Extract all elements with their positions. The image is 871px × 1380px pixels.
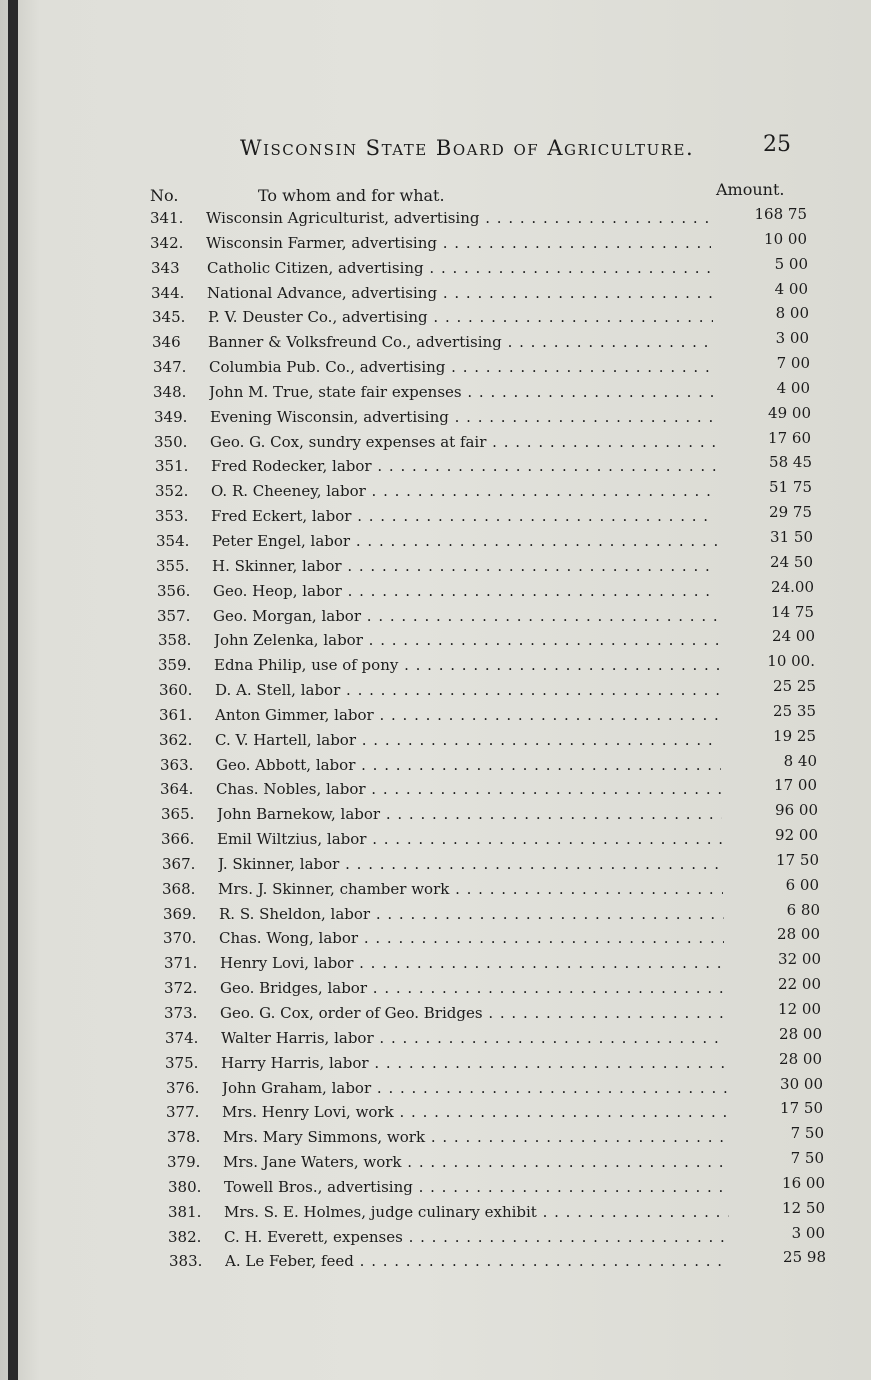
entry-amount: 10 00. [767,652,815,671]
entry-number: 370. [163,929,197,948]
entry-description: Wisconsin Agriculturist, advertising . . . [206,209,711,227]
entry-number: 359. [158,656,192,675]
ledger-row [11,801,871,826]
entry-amount: 25 98 [783,1248,826,1267]
ledger-row [6,553,871,578]
entry-amount: 32 00 [778,950,821,969]
entry-amount: 25 25 [773,677,816,696]
entry-number: 373. [164,1004,198,1022]
entry-number: 358. [158,631,192,650]
entry-description: Chas. Wong, labor . . . [219,929,724,947]
entry-number: 352. [155,482,189,501]
entry-description: Catholic Citizen, advertising . . . [207,259,712,277]
entry-number: 341. [150,209,184,227]
entry-number: 369. [163,904,197,923]
ledger-row [11,826,871,851]
entry-description: Fred Eckert, labor . . . [211,507,716,525]
entry-description: Emil Wiltzius, labor . . . [217,830,722,848]
entry-number: 381. [168,1202,202,1221]
ledger-row [14,1000,871,1025]
entry-amount: 22 00 [778,975,821,994]
entry-amount: 92 00 [775,826,818,845]
column-header-amount: Amount. [716,180,785,199]
entry-description: H. Skinner, labor . . . [212,557,717,575]
ledger-row [0,205,871,230]
entry-amount: 28 00 [777,925,820,944]
entry-amount: 49 00 [768,403,811,422]
entry-number: 380. [168,1177,202,1196]
ledger-entries [0,205,871,1273]
entry-number: 379. [167,1153,201,1172]
entry-amount: 25 35 [773,701,816,720]
entry-amount: 6 80 [786,900,820,919]
entry-amount: 29 75 [769,503,812,522]
entry-number: 375. [165,1053,199,1072]
entry-description: Fred Rodecker, labor . . . [211,457,716,475]
entry-amount: 58 45 [769,453,812,472]
entry-number: 347. [153,358,187,377]
entry-description: J. Skinner, labor . . . [218,855,723,873]
entry-description: Evening Wisconsin, advertising . . . [210,408,715,426]
ledger-row [19,1248,871,1273]
ledger-row [18,1224,871,1249]
ledger-row [18,1199,871,1224]
entry-amount: 7 50 [790,1149,824,1168]
entry-amount: 17 50 [780,1099,823,1118]
entry-description: Mrs. S. E. Holmes, judge culinary exhibit . . . [224,1203,729,1221]
entry-amount: 168 75 [754,205,807,223]
ledger-row [15,1025,871,1050]
entry-amount: 12 50 [782,1198,825,1217]
entry-description: Henry Lovi, labor . . . [220,954,725,972]
entry-amount: 3 00 [775,329,809,348]
entry-number: 383. [169,1252,203,1271]
ledger-row [18,1174,871,1199]
ledger-row [17,1149,871,1174]
ledger-row [15,1050,871,1075]
ledger-row [16,1075,871,1100]
entry-amount: 24.00 [771,577,814,596]
page-number: 25 [763,132,791,157]
entry-amount: 31 50 [770,527,813,546]
entry-description: C. V. Hartell, labor . . . [215,731,720,749]
entry-amount: 28 00 [779,1049,822,1068]
entry-description: Mrs. Henry Lovi, work . . . [222,1103,727,1121]
entry-number: 366. [161,830,195,849]
entry-description: A. Le Feber, feed . . . [225,1252,730,1270]
entry-number: 357. [157,606,191,625]
entry-description: C. H. Everett, expenses . . . [224,1228,729,1246]
entry-number: 354. [156,531,190,550]
ledger-row [0,230,871,255]
entry-number: 371. [164,954,198,973]
column-header-payee: To whom and for what. [258,186,445,205]
entry-amount: 8 00 [775,304,809,323]
entry-amount: 14 75 [771,602,814,621]
entry-description: Mrs. J. Skinner, chamber work . . . [218,880,723,898]
entry-number: 348. [153,382,187,401]
ledger-row [10,752,871,777]
entry-description: Peter Engel, labor . . . [212,532,717,550]
entry-description: Columbia Pub. Co., advertising . . . [209,358,714,376]
entry-number: 368. [162,879,196,898]
entry-number: 343 [151,258,180,277]
entry-number: 367. [162,854,196,873]
entry-number: 349. [154,407,188,426]
entry-amount: 17 00 [774,776,817,795]
ledger-row [7,578,871,603]
entry-description: Anton Gimmer, labor . . . [215,706,720,724]
entry-amount: 16 00 [782,1173,825,1192]
entry-description: Chas. Nobles, labor . . . [216,780,721,798]
ledger-row [3,379,871,404]
entry-amount: 4 00 [776,378,810,397]
entry-amount: 28 00 [779,1024,822,1043]
ledger-row [9,677,871,702]
entry-amount: 6 00 [785,875,819,894]
entry-amount: 24 00 [772,627,815,646]
column-header-no: No. [150,186,179,205]
entry-number: 344. [151,283,185,302]
entry-description: National Advance, advertising . . . [207,284,712,302]
entry-description: John Barnekow, labor . . . [217,805,722,823]
ledger-row [4,404,871,429]
entry-description: Walter Harris, labor . . . [221,1029,726,1047]
entry-number: 362. [159,730,193,749]
entry-description: O. R. Cheeney, labor . . . [211,482,716,500]
entry-number: 353. [155,507,189,526]
ledger-row [17,1124,871,1149]
entry-amount: 5 00 [774,254,808,273]
ledger-row [14,975,871,1000]
entry-number: 345. [152,308,186,327]
ledger-row [9,702,871,727]
ledger-row [5,503,871,528]
ledger-row [1,255,871,280]
entry-description: Banner & Volksfreund Co., advertising . . . [208,333,713,351]
entry-description: Wisconsin Farmer, advertising . . . [206,234,711,252]
entry-amount: 17 60 [768,428,811,447]
entry-description: John M. True, state fair expenses . . . [209,383,714,401]
entry-description: Geo. G. Cox, order of Geo. Bridges . . . [220,1004,725,1022]
entry-number: 363. [160,755,194,774]
ledger-row [1,280,871,305]
ledger-row [7,603,871,628]
ledger-row [12,876,871,901]
ledger-row [13,901,871,926]
entry-description: Harry Harris, labor . . . [221,1054,726,1072]
entry-description: D. A. Stell, labor . . . [215,681,720,699]
entry-number: 361. [159,705,193,724]
column-headers [0,180,871,205]
ledger-row [13,925,871,950]
entry-number: 365. [161,805,195,824]
ledger-row [6,528,871,553]
ledger-row [5,453,871,478]
ledger-row [3,354,871,379]
entry-number: 346 [152,333,181,352]
entry-description: Geo. Abbott, labor . . . [216,756,721,774]
page-header [0,132,871,162]
entry-amount: 7 00 [776,354,810,373]
ledger-row [8,652,871,677]
entry-description: Mrs. Mary Simmons, work . . . [223,1128,728,1146]
entry-number: 374. [165,1028,199,1047]
entry-amount: 24 50 [770,552,813,571]
ledger-row [9,727,871,752]
entry-number: 342. [150,233,184,252]
entry-number: 372. [164,979,198,998]
entry-amount: 96 00 [775,801,818,820]
entry-amount: 3 00 [791,1223,825,1242]
entry-number: 360. [159,681,193,700]
entry-description: Geo. Heop, labor . . . [213,582,718,600]
ledger-row [2,304,871,329]
entry-amount: 8 40 [783,751,817,770]
entry-description: Mrs. Jane Waters, work . . . [223,1153,728,1171]
entry-amount: 51 75 [769,478,812,497]
entry-number: 376. [166,1078,200,1097]
entry-number: 377. [166,1103,200,1122]
entry-description: John Graham, labor . . . [222,1079,727,1097]
entry-number: 351. [155,457,189,476]
entry-amount: 12 00 [778,1000,821,1018]
entry-number: 355. [156,556,190,575]
entry-number: 382. [168,1227,202,1246]
entry-amount: 10 00 [764,229,807,248]
ledger-row [12,851,871,876]
entry-number: 356. [157,581,191,600]
entry-description: Geo. Bridges, labor . . . [220,979,725,997]
entry-description: Towell Bros., advertising . . . [224,1178,729,1196]
entry-description: Geo. Morgan, labor . . . [213,607,718,625]
ledger-row [5,478,871,503]
entry-number: 378. [167,1128,201,1147]
entry-description: P. V. Deuster Co., advertising . . . [208,308,713,326]
running-title: Wisconsin State Board of Agriculture. [240,136,695,160]
entry-amount: 30 00 [780,1074,823,1093]
entry-description: Edna Philip, use of pony . . . [214,656,719,674]
ledger-row [8,627,871,652]
ledger-row [2,329,871,354]
entry-amount: 7 50 [790,1124,824,1143]
ledger-row [16,1099,871,1124]
entry-number: 364. [160,780,194,799]
entry-number: 350. [154,432,188,451]
entry-amount: 4 00 [774,279,808,298]
entry-description: R. S. Sheldon, labor . . . [219,905,724,923]
ledger-row [10,776,871,801]
ledger-row [14,950,871,975]
entry-description: Geo. G. Cox, sundry expenses at fair . . . [210,433,715,451]
entry-amount: 19 25 [773,726,816,745]
ledger-row [4,429,871,454]
entry-description: John Zelenka, labor . . . [214,631,719,649]
entry-amount: 17 50 [776,850,819,869]
